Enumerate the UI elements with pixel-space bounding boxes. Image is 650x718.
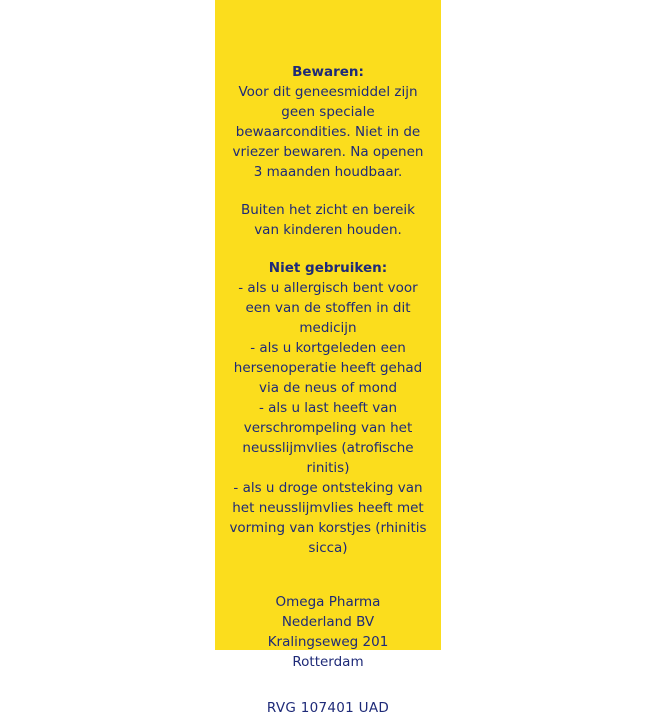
children-warning-section — [229, 200, 427, 240]
contraindication-item: - als u last heeft van verschrompeling van het neusslijmvlies (atrofische rinitis) — [242, 400, 414, 476]
manufacturer-line: Nederland BV — [281, 614, 375, 630]
contraindication-item: - als u allergisch bent voor een van de stoffen in dit medicijn — [238, 280, 418, 336]
registration-section — [229, 698, 427, 718]
storage-heading: Bewaren: — [292, 64, 364, 80]
contraindications-section — [229, 258, 427, 558]
storage-body: Voor dit geneesmiddel zijn geen speciale bewaarcondities. Niet in de vriezer bewaren. Na openen 3 maanden houdbaar. — [232, 84, 424, 180]
registration-number: RVG 107401 UAD — [266, 700, 390, 716]
manufacturer-line: Kralingseweg 201 — [267, 634, 389, 650]
medicine-label-panel — [215, 0, 441, 716]
spacer-after-storage — [229, 182, 427, 200]
manufacturer-section — [229, 592, 427, 672]
children-warning-body: Buiten het zicht en bereik van kinderen houden. — [240, 202, 416, 238]
storage-section — [229, 62, 427, 182]
spacer-after-children-warning — [229, 240, 427, 258]
manufacturer-line: Omega Pharma — [275, 594, 381, 610]
manufacturer-line: Rotterdam — [292, 654, 364, 670]
spacer-before-manufacturer — [229, 558, 427, 592]
contraindications-heading: Niet gebruiken: — [268, 260, 388, 276]
contraindication-item: - als u droge ontsteking van het neusslijmvlies heeft met vorming van korstjes (rhinitis sicca) — [229, 480, 427, 556]
contraindication-item: - als u kortgeleden een hersenoperatie heeft gehad via de neus of mond — [233, 340, 423, 396]
spacer-before-registration — [229, 672, 427, 698]
